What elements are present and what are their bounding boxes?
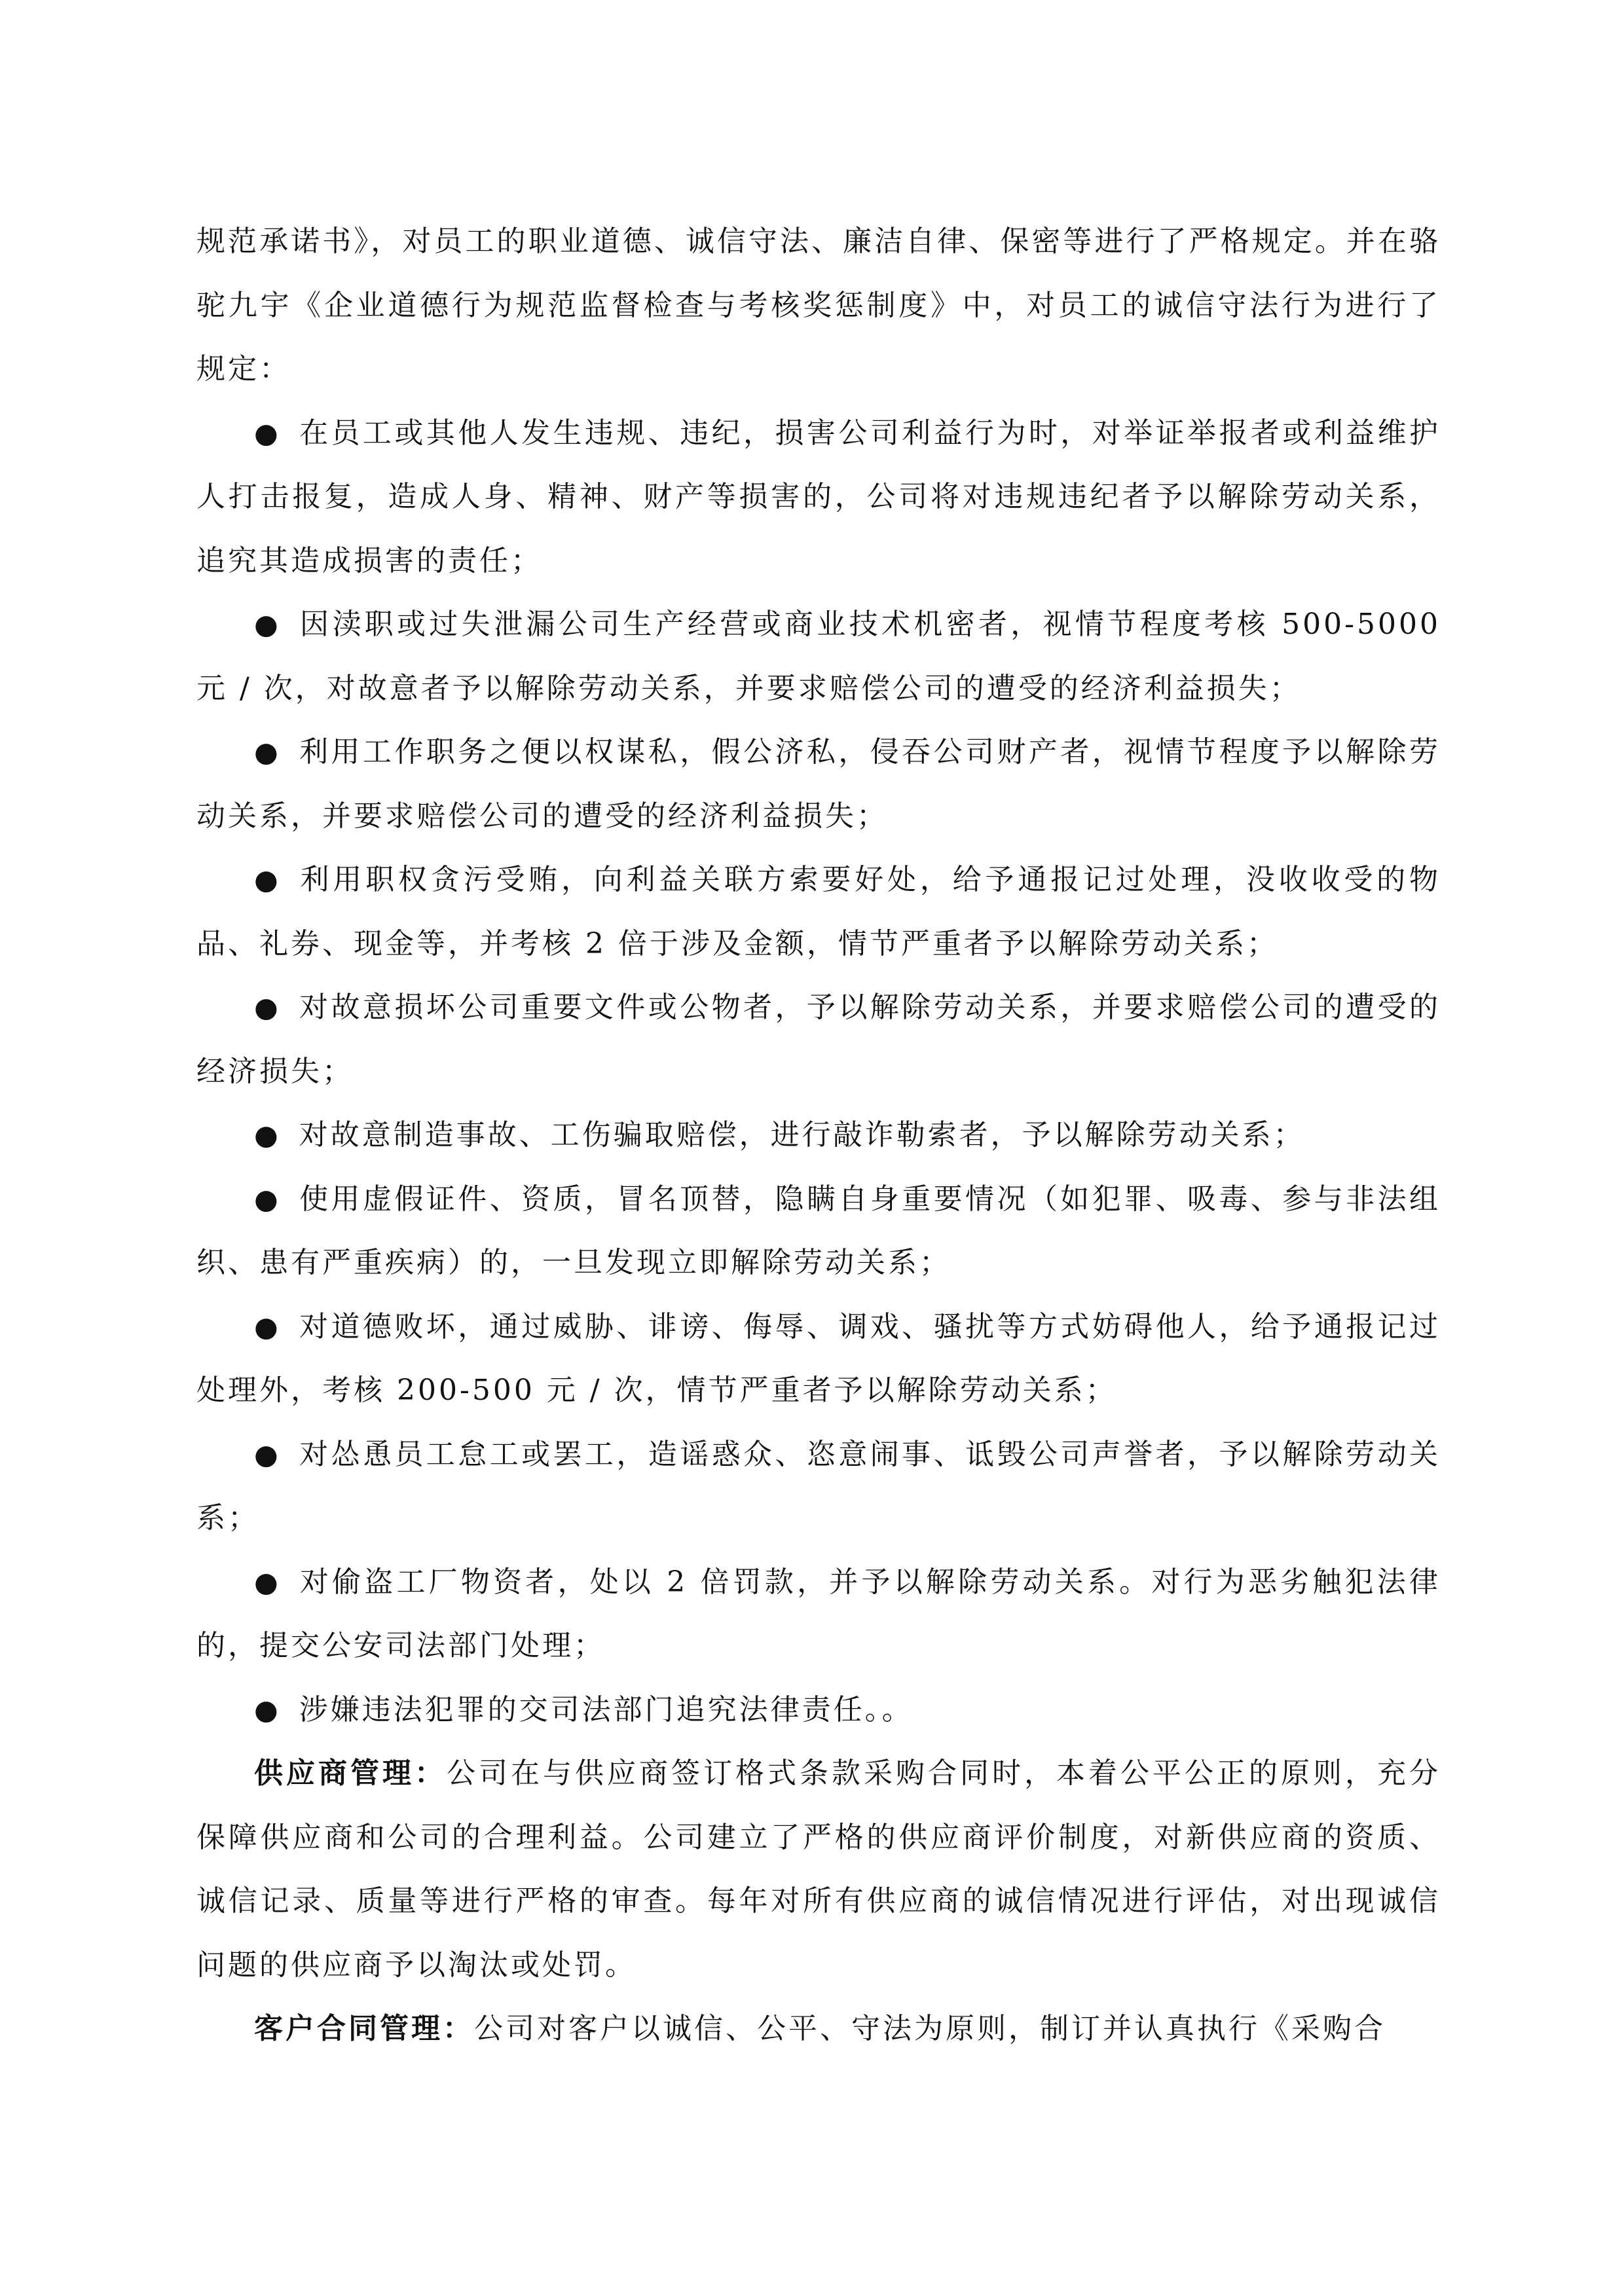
document-body bbox=[196, 210, 1441, 2061]
supplier-management-label: 供应商管理： bbox=[254, 1757, 447, 1790]
intro-paragraph: 规范承诺书》，对员工的职业道德、诚信守法、廉洁自律、保密等进行了严格规定。并在骆驼九宇《企业道德行为规范监督检查与考核奖惩制度》中，对员工的诚信守法行为进行了规定： bbox=[196, 225, 1441, 386]
bullet-dot-icon: ● bbox=[254, 416, 281, 449]
bullet-item bbox=[196, 1678, 1441, 1742]
bullet-dot-icon: ● bbox=[254, 736, 281, 768]
bullet-text: 对故意损坏公司重要文件或公物者，予以解除劳动关系，并要求赔偿公司的遭受的经济损失； bbox=[196, 991, 1441, 1088]
bullet-dot-icon: ● bbox=[254, 1565, 281, 1598]
bullet-dot-icon: ● bbox=[254, 608, 281, 640]
bullet-dot-icon: ● bbox=[254, 1310, 281, 1343]
bullet-text: 在员工或其他人发生违规、违纪，损害公司利益行为时，对举证举报者或利益维护人打击报复，造成人身、精神、财产等损害的，公司将对违规违纪者予以解除劳动关系，追究其造成损害的责任； bbox=[196, 416, 1441, 577]
bullet-text: 对怂恿员工怠工或罢工，造谣惑众、恣意闹事、诋毁公司声誉者，予以解除劳动关系； bbox=[196, 1437, 1441, 1535]
supplier-management-text: 公司在与供应商签订格式条款采购合同时，本着公平公正的原则，充分保障供应商和公司的合理利益。公司建立了严格的供应商评价制度，对新供应商的资质、诚信记录、质量等进行严格的审查。每年对所有供应商的诚信情况进行评估，对出现诚信问题的供应商予以淘汰或处罚。 bbox=[196, 1757, 1441, 1982]
bullet-text: 涉嫌违法犯罪的交司法部门追究法律责任。。 bbox=[299, 1692, 913, 1726]
bullet-text: 利用职权贪污受贿，向利益关联方索要好处，给予通报记过处理，没收收受的物品、礼券、现金等，并考核 2 倍于涉及金额，情节严重者予以解除劳动关系； bbox=[196, 863, 1441, 960]
bullet-text: 因渎职或过失泄漏公司生产经营或商业技术机密者，视情节程度考核 500-5000 元 / 次，对故意者予以解除劳动关系，并要求赔偿公司的遭受的经济利益损失； bbox=[196, 608, 1441, 705]
bullet-dot-icon: ● bbox=[254, 1693, 281, 1726]
bullet-dot-icon: ● bbox=[254, 864, 281, 896]
supplier-management-paragraph bbox=[196, 1741, 1441, 1997]
bullet-item bbox=[196, 592, 1441, 720]
bullet-item bbox=[196, 1423, 1441, 1550]
bullet-dot-icon: ● bbox=[254, 1182, 281, 1215]
bullet-item bbox=[196, 1167, 1441, 1295]
bullet-item bbox=[196, 401, 1441, 593]
bullet-text: 利用工作职务之便以权谋私，假公济私，侵吞公司财产者，视情节程度予以解除劳动关系，并要求赔偿公司的遭受的经济利益损失； bbox=[196, 735, 1441, 833]
customer-contract-paragraph bbox=[196, 1997, 1441, 2061]
bullet-item bbox=[196, 1295, 1441, 1423]
bullet-dot-icon: ● bbox=[254, 991, 281, 1023]
customer-contract-text: 公司对客户以诚信、公平、守法为原则，制订并认真执行《采购合 bbox=[474, 2012, 1386, 2045]
bullet-text: 对偷盗工厂物资者，处以 2 倍罚款，并予以解除劳动关系。对行为恶劣触犯法律的，提交公安司法部门处理； bbox=[196, 1565, 1441, 1662]
bullet-item bbox=[196, 975, 1441, 1103]
bullet-item bbox=[196, 1550, 1441, 1678]
bullet-text: 对故意制造事故、工伤骗取赔偿，进行敲诈勒索者，予以解除劳动关系； bbox=[299, 1118, 1305, 1152]
bullet-item bbox=[196, 1103, 1441, 1167]
bullet-dot-icon: ● bbox=[254, 1119, 281, 1151]
bullet-dot-icon: ● bbox=[254, 1438, 281, 1470]
bullet-text: 对道德败坏，通过威胁、诽谤、侮辱、调戏、骚扰等方式妨碍他人，给予通报记过处理外，考核 200-500 元 / 次，情节严重者予以解除劳动关系； bbox=[196, 1309, 1441, 1407]
bullet-text: 使用虚假证件、资质，冒名顶替，隐瞒自身重要情况（如犯罪、吸毒、参与非法组织、患有严重疾病）的，一旦发现立即解除劳动关系； bbox=[196, 1182, 1441, 1279]
bullet-item bbox=[196, 848, 1441, 975]
bullet-item bbox=[196, 720, 1441, 848]
customer-contract-label: 客户合同管理： bbox=[254, 2012, 474, 2045]
